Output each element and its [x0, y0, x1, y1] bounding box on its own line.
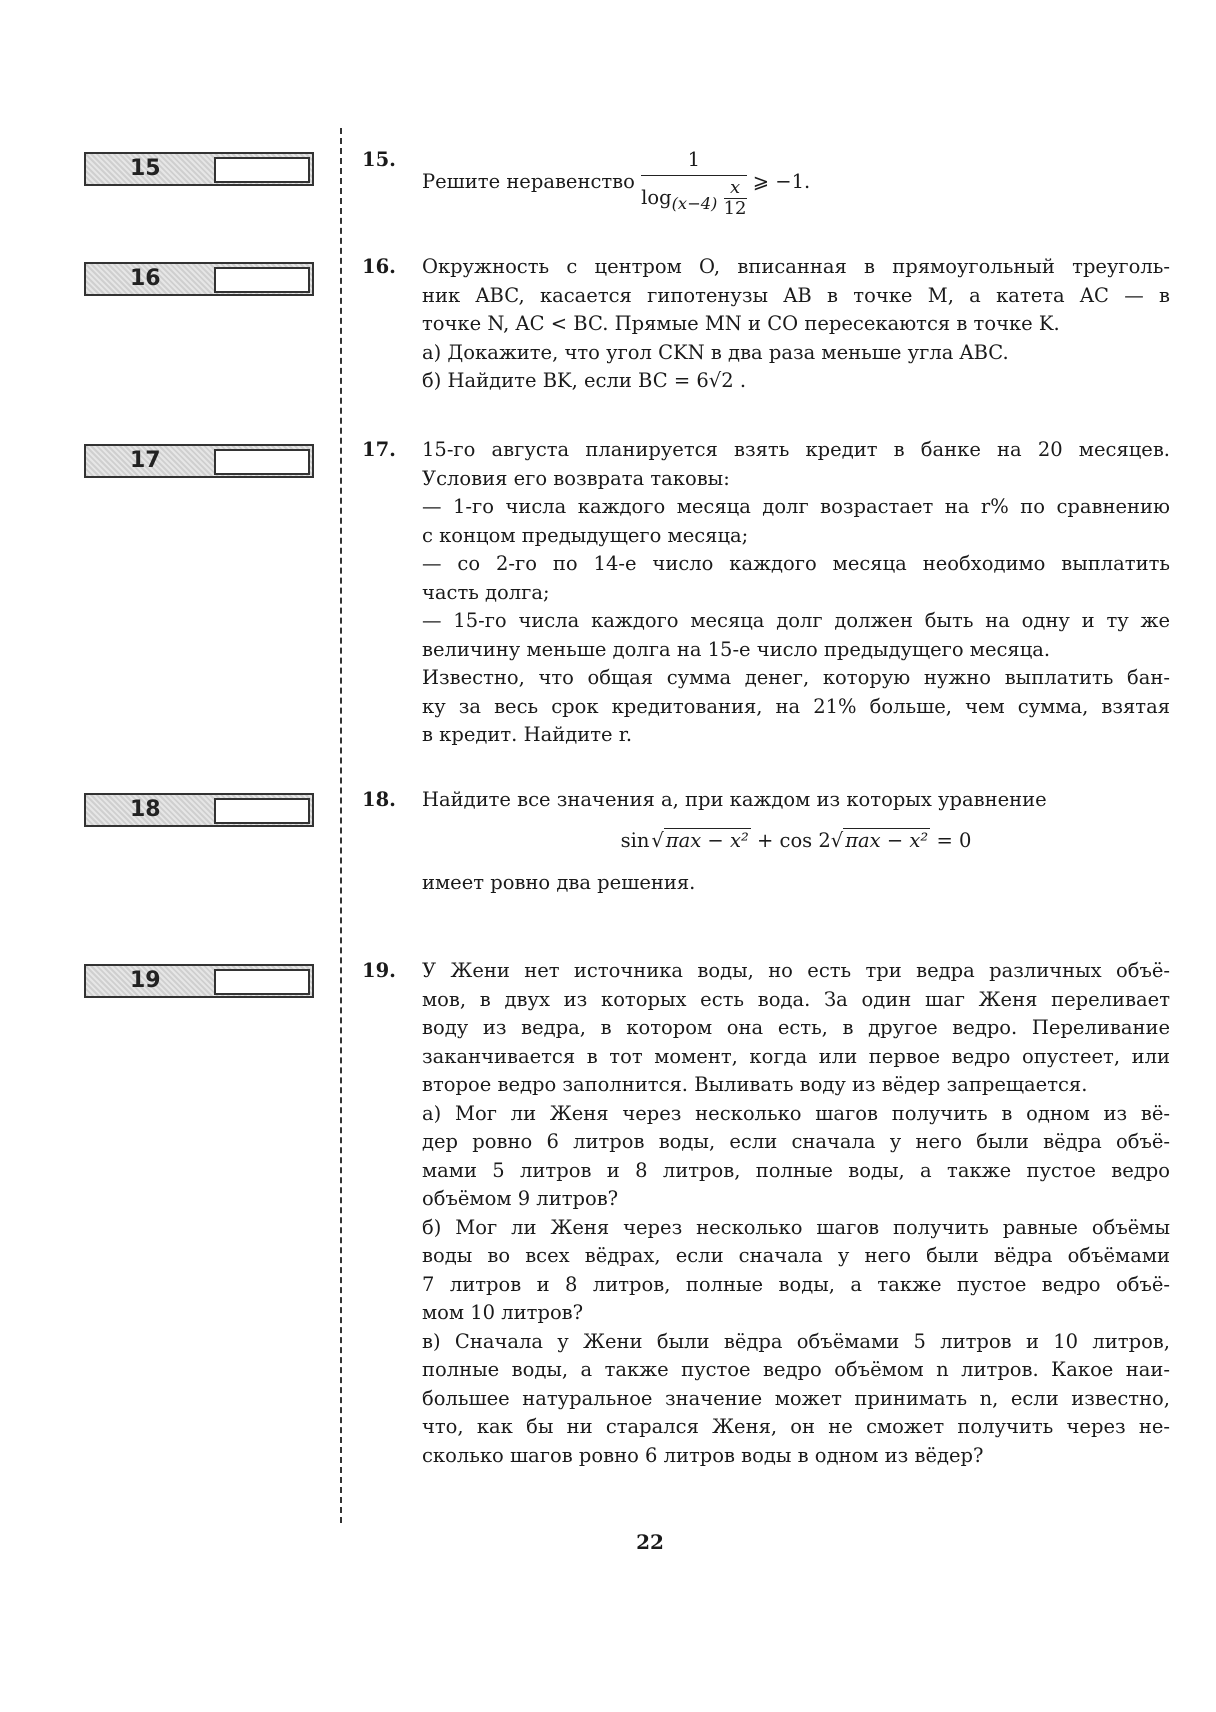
task-number: 16.	[362, 255, 396, 278]
task-line: объёмом 9 литров?	[422, 1187, 619, 1210]
log-label: log	[641, 185, 672, 209]
answer-box-number: 16	[130, 266, 161, 291]
log-base: (x−4)	[671, 193, 718, 213]
answer-field-17[interactable]	[214, 449, 310, 475]
task-line: б) Найдите BK, если BC = 6√2 .	[422, 369, 747, 392]
task-line: большее натуральное значение может принимать n, если известно,	[422, 1386, 1170, 1410]
page-number: 22	[636, 1530, 664, 1554]
task-18	[362, 786, 1170, 898]
answer-box-number: 15	[130, 156, 161, 181]
fraction-numerator: 1	[641, 146, 746, 176]
task-line: дер ровно 6 литров воды, если сначала у него были вёдра объё-	[422, 1130, 1170, 1153]
eq-radicand-2: πax − x²	[845, 828, 929, 852]
inequality-fraction	[641, 146, 746, 219]
task-line: — 15-го числа каждого месяца долг должен быть на одну и ту же	[422, 609, 1170, 632]
answer-field-19[interactable]	[214, 969, 310, 995]
task-line: с концом предыдущего месяца;	[422, 523, 749, 547]
answer-box-17	[84, 444, 314, 478]
answer-field-15[interactable]	[214, 157, 310, 183]
task-line: ку за весь срок кредитования, на 21% больше, чем сумма, взятая	[422, 694, 1170, 718]
log-arg-denominator: 12	[723, 197, 747, 219]
task-line: в) Сначала у Жени были вёдра объёмами 5 литров и 10 литров,	[422, 1329, 1170, 1353]
fraction-denominator	[641, 176, 746, 219]
task-15-lead: Решите неравенство	[422, 169, 635, 193]
task-line: мов, в двух из которых есть вода. За один шаг Женя переливает	[422, 987, 1170, 1011]
task-line: что, как бы ни старался Женя, он не сможет получить через не-	[422, 1415, 1170, 1438]
answer-box-19	[84, 964, 314, 998]
task-line: У Жени нет источника воды, но есть три ведра различных объё-	[422, 959, 1170, 982]
task-line: мом 10 литров?	[422, 1301, 584, 1324]
task-line: часть долга;	[422, 580, 550, 604]
eq-radicand-1: πax − x²	[665, 828, 749, 852]
task-line: — 1-го числа каждого месяца долг возрастает на r% по сравнению	[422, 495, 1170, 518]
answer-field-18[interactable]	[214, 798, 310, 824]
cut-line	[340, 128, 342, 1523]
task-line: заканчивается в тот момент, когда или первое ведро опустеет, или	[422, 1044, 1170, 1068]
task-19	[362, 957, 1170, 1470]
task-line: воду из ведра, в котором она есть, в другое ведро. Переливание	[422, 1016, 1170, 1039]
answer-box-number: 18	[130, 797, 161, 822]
task-line: величину меньше долга на 15-е число предыдущего месяца.	[422, 637, 1051, 661]
task-number: 19.	[362, 959, 396, 982]
task-number: 17.	[362, 438, 396, 461]
answer-box-18	[84, 793, 314, 827]
task-line: Окружность с центром O, вписанная в прямоугольный треуголь-	[422, 255, 1170, 278]
task-line: а) Мог ли Женя через несколько шагов получить в одном из вё-	[422, 1101, 1170, 1125]
task-line: 7 литров и 8 литров, полные воды, а также пустое ведро объё-	[422, 1272, 1170, 1296]
task-18-lead: Найдите все значения a, при каждом из которых уравнение	[422, 788, 1047, 811]
task-line: а) Докажите, что угол CKN в два раза меньше угла ABC.	[422, 340, 1009, 364]
answer-field-16[interactable]	[214, 267, 310, 293]
task-line: Известно, что общая сумма денег, которую нужно выплатить бан-	[422, 666, 1170, 689]
task-line: Условия его возврата таковы:	[422, 466, 730, 490]
task-line: 15-го августа планируется взять кредит в банке на 20 месяцев.	[422, 438, 1170, 461]
eq-plus-cos: + cos 2	[756, 828, 831, 852]
task-line: сколько шагов ровно 6 литров воды в одном из вёдер?	[422, 1443, 984, 1467]
task-line: воды во всех вёдрах, если сначала у него были вёдра объёмами	[422, 1244, 1170, 1267]
answer-box-number: 17	[130, 448, 161, 473]
task-line: — со 2-го по 14-е число каждого месяца необходимо выплатить	[422, 552, 1170, 575]
task-17	[362, 436, 1170, 750]
log-argument	[724, 178, 747, 219]
task-line: в кредит. Найдите r.	[422, 723, 633, 746]
task-line: точке N, AC < BC. Прямые MN и CO пересекаются в точке K.	[422, 312, 1060, 335]
inequality-rhs: ⩾ −1.	[752, 169, 811, 193]
task-line: второе ведро заполнится. Выливать воду из вёдер запрещается.	[422, 1073, 1088, 1096]
eq-rhs: = 0	[936, 828, 972, 852]
task-line: мами 5 литров и 8 литров, полные воды, а также пустое ведро	[422, 1158, 1170, 1182]
task-line: б) Мог ли Женя через несколько шагов получить равные объёмы	[422, 1215, 1170, 1239]
task-16	[362, 253, 1170, 396]
answer-box-number: 19	[130, 968, 161, 993]
task-line: полные воды, а также пустое ведро объёмом n литров. Какое наи-	[422, 1358, 1170, 1381]
task-line: ник ABC, касается гипотенузы AB в точке M, а катета AC — в	[422, 283, 1170, 307]
task-number: 15.	[362, 148, 396, 171]
answer-box-16	[84, 262, 314, 296]
task-number: 18.	[362, 788, 396, 811]
task-15	[362, 146, 1170, 219]
task-18-tail: имеет ровно два решения.	[422, 871, 696, 894]
equation: sin √ πax − x² + cos 2√ πax − x² = 0	[620, 828, 972, 852]
answer-box-15	[84, 152, 314, 186]
eq-sin: sin	[620, 828, 650, 852]
log-arg-numerator: x	[724, 178, 747, 199]
